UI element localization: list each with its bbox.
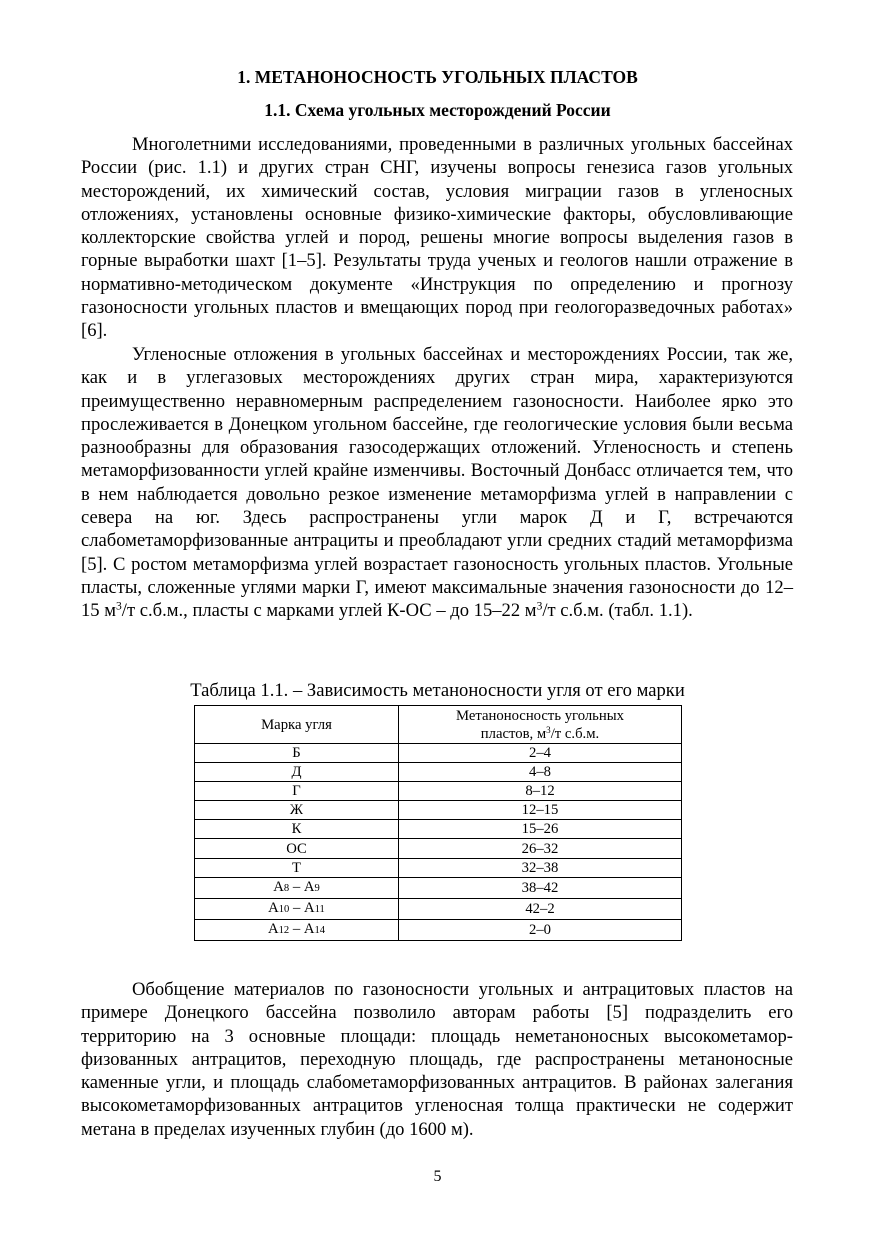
coal-grade-cell: Г	[195, 782, 399, 801]
table-row	[195, 801, 682, 820]
methane-value-cell: 32–38	[399, 858, 682, 877]
methane-value-cell: 4–8	[399, 763, 682, 782]
paragraph-2	[81, 343, 793, 623]
header-line-2a: пластов, м	[480, 725, 547, 742]
header-line-2b: /т с.б.м.	[550, 725, 600, 742]
table-caption: Таблица 1.1. – Зависимость метаноносности угля от его марки	[190, 680, 685, 701]
methane-value-cell: 12–15	[399, 801, 682, 820]
header-methane-content	[399, 706, 682, 744]
header-superscript: 3	[546, 724, 551, 735]
table-row	[195, 763, 682, 782]
coal-grade-cell: Б	[195, 744, 399, 763]
coal-grade-cell: Ж	[195, 801, 399, 820]
table-row	[195, 877, 682, 898]
paragraph-2-text-b: /т с.б.м., пласты с марками углей К-ОС – до 15–22 м	[121, 600, 537, 622]
superscript-cubic: 3	[536, 600, 543, 613]
methane-value-cell: 2–0	[399, 919, 682, 940]
coal-grade-cell: К	[195, 820, 399, 839]
methane-value-cell: 42–2	[399, 898, 682, 919]
superscript-cubic: 3	[116, 600, 122, 613]
methane-value-cell: 8–12	[399, 782, 682, 801]
section-heading: 1.1. Схема угольных месторождений России	[264, 100, 611, 120]
coal-grade-cell: Т	[195, 858, 399, 877]
methane-value-cell: 26–32	[399, 839, 682, 858]
paragraph-1: Многолетними исследованиями, проведенными в различных угольных бассейнах России (рис. 1.1) и других стран СНГ, изучены вопросы генезиса газов угольных месторождений, их химический состав, условия миграции газов в угленосных отложениях, установлены основные физико-химические факторы, обусловливающие коллекторские свойства углей и пород, решены многие вопросы выделения газов в горные выработки шахт [1–5]. Результаты труда ученых и геологов нашли отражение в нормативно-методическом документе «Инструкция по определению и прогнозу газоносности угольных пластов и вмещающих пород при геологоразведочных работах» [6].	[81, 134, 793, 342]
table-row	[195, 782, 682, 801]
methane-table	[194, 705, 682, 941]
table-row	[195, 858, 682, 877]
methane-value-cell: 2–4	[399, 744, 682, 763]
header-line-1: Метаноносность угольных	[456, 707, 624, 724]
paragraph-2-text-a: Угленосные отложения в угольных бассейнах и месторождениях России, так же, как и в углегазовых месторождениях других стран мира, характеризуются преимущественно неравномерным распределением газоносности. Наиболее ярко это прослеживается в Донецком угольном бассейне, где геологические условия были весьма разнообразны для образования газосодержащих отложений. Угленосность и степень метаморфизованности углей крайне изменчивы. Восточный Донбасс отличается тем, что в нем наблюдается довольно резкое изменение метаморфизма углей в направлении с севера на юг. Здесь распространены угли марок Д и Г, встречаются слабометаморфизованные антрациты и преобладают угли средних стадий метаморфизма [5]. С ростом метаморфизма углей возрастает газоносность угольных пластов. Угольные пласты, сложенные углями марки Г, имеют максимальные значения газоносности до 12–15 м	[81, 344, 793, 622]
table-row	[195, 839, 682, 858]
methane-value-cell: 38–42	[399, 877, 682, 898]
chapter-heading: 1. МЕТАНОНОСНОСТЬ УГОЛЬНЫХ ПЛАСТОВ	[237, 67, 638, 87]
coal-grade-cell: А10 – А11	[195, 898, 399, 919]
paragraph-2-text-c: /т с.б.м. (табл. 1.1).	[542, 600, 693, 622]
header-coal-grade: Марка угля	[195, 706, 399, 744]
table-row	[195, 919, 682, 940]
page-number: 5	[433, 1168, 442, 1185]
methane-value-cell: 15–26	[399, 820, 682, 839]
table-row	[195, 898, 682, 919]
coal-grade-cell: ОС	[195, 839, 399, 858]
table-row	[195, 820, 682, 839]
paragraph-3: Обобщение материалов по газоносности угольных и антрацитовых пластов на примере Донецкого бассейна позволило авторам работы [5] подразделить его территорию на 3 основные площади: площадь неметаноносных высокометаморфизованных антрацитов, переходную площадь, где распространены метаноносные каменные угли, и площадь слабометаморфизованных антрацитов. В районах залегания высокометаморфизованных антрацитов угленосная толща практически не содержит метана в пределах изученных глубин (до 1600 м).	[81, 979, 793, 1140]
coal-grade-cell: Д	[195, 763, 399, 782]
table-row	[195, 744, 682, 763]
coal-grade-cell: А8 – А9	[195, 877, 399, 898]
table-header-row	[195, 706, 682, 744]
coal-grade-cell: А12 – А14	[195, 919, 399, 940]
